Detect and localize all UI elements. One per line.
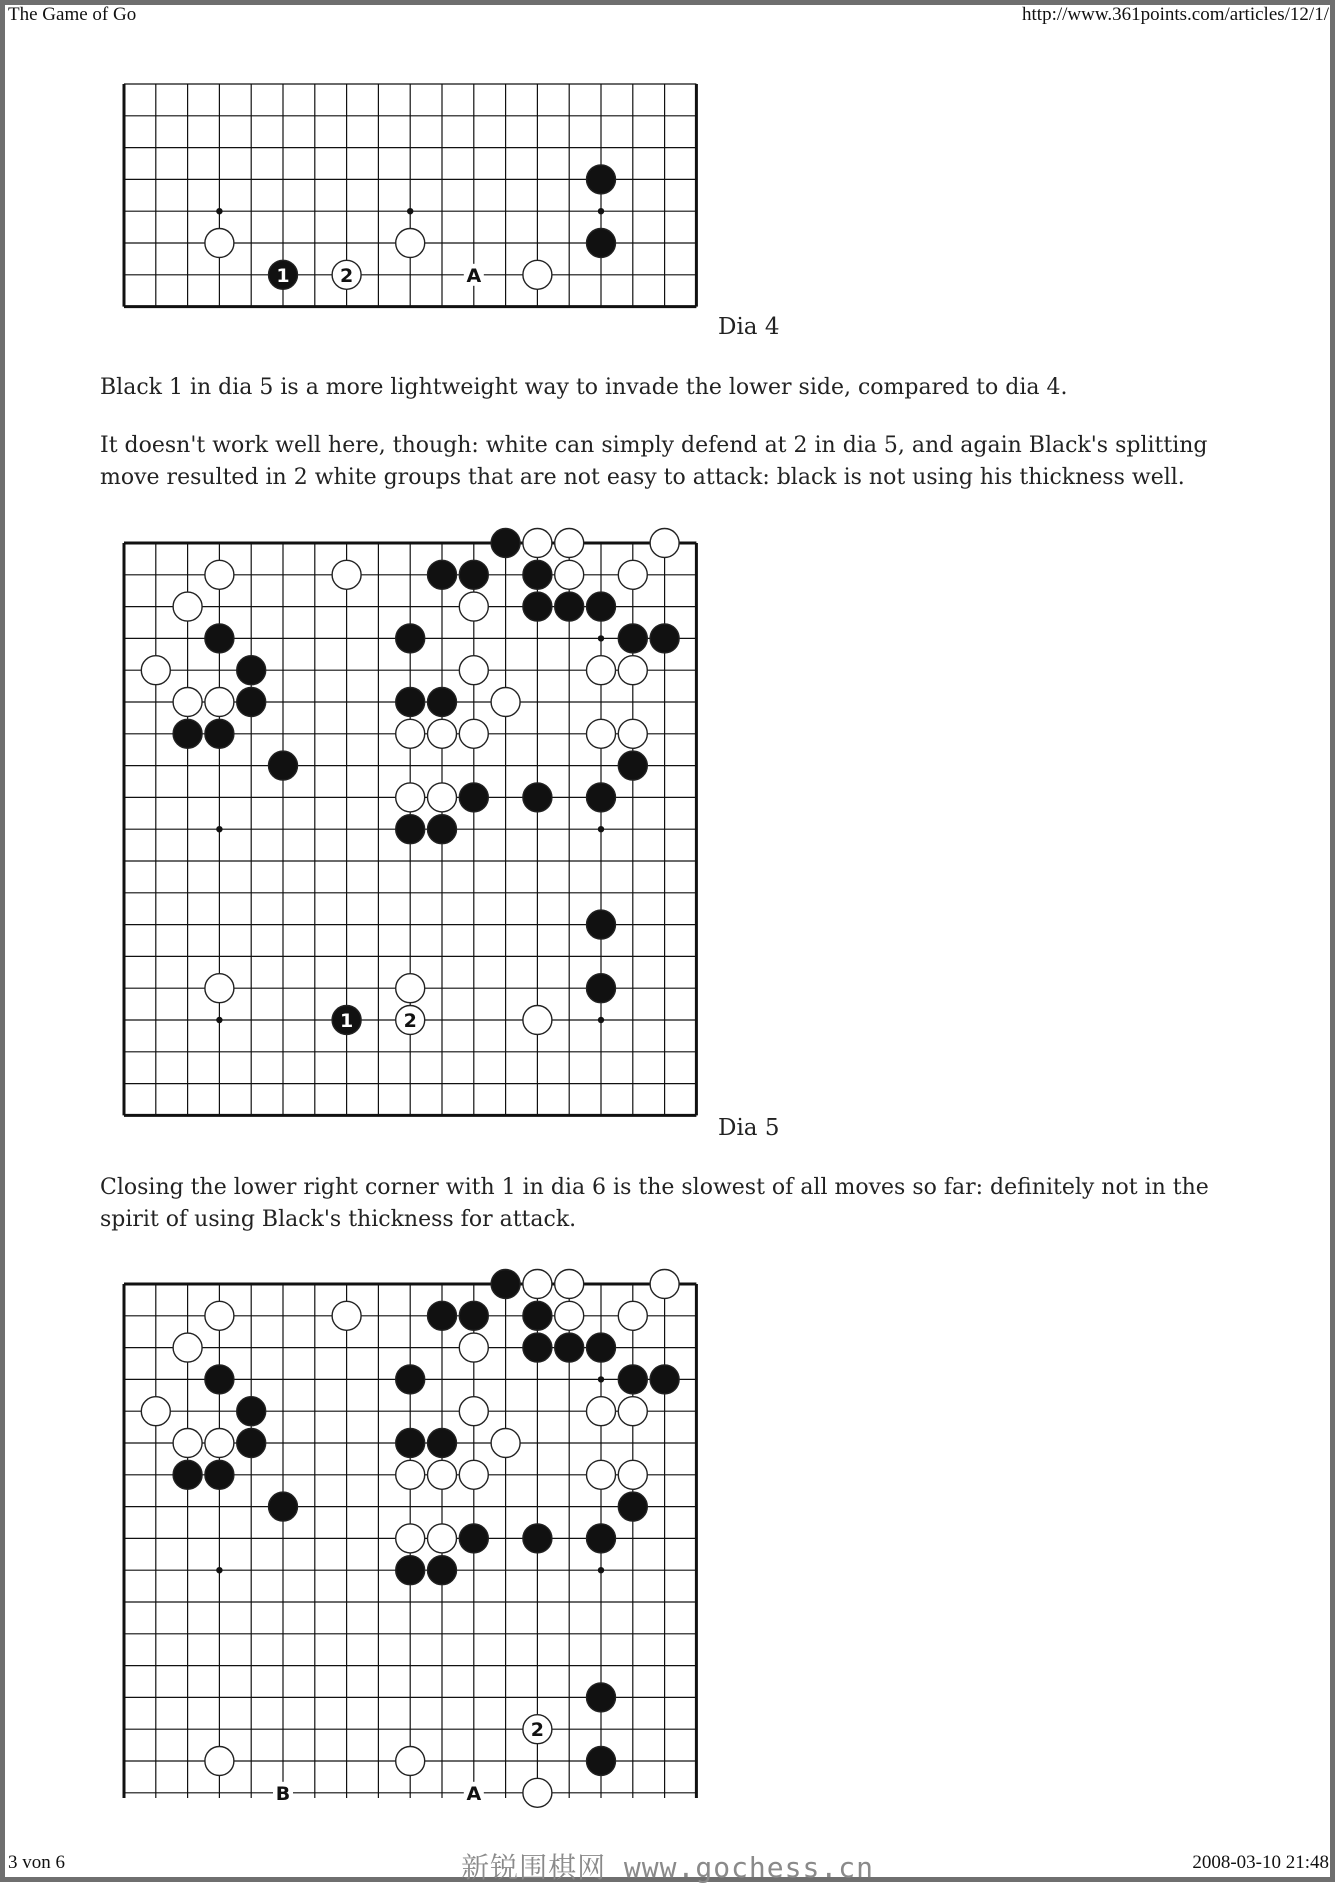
black-stone: [396, 624, 425, 653]
black-stone: [173, 1460, 202, 1489]
white-stone: [618, 1301, 647, 1330]
caption-dia5: Dia 5: [718, 1115, 780, 1141]
black-stone: [459, 1524, 488, 1553]
white-stone: [173, 1333, 202, 1362]
white-stone: [332, 1301, 361, 1330]
go-board-dia4: [118, 84, 694, 318]
black-stone: [332, 1006, 361, 1035]
white-stone: [459, 719, 488, 748]
black-stone: [523, 783, 552, 812]
black-stone: [587, 783, 616, 812]
black-stone: [587, 165, 616, 194]
black-stone: [396, 815, 425, 844]
black-stone: [428, 1429, 457, 1458]
white-stone: [173, 1429, 202, 1458]
white-stone: [587, 656, 616, 685]
stone-number: 2: [403, 1010, 417, 1032]
go-board-dia5: [118, 537, 694, 1117]
white-stone: [396, 719, 425, 748]
white-stone: [555, 560, 584, 589]
black-stone: [587, 229, 616, 258]
go-board-dia6: [118, 1278, 694, 1805]
white-stone: [555, 1301, 584, 1330]
white-stone: [396, 1524, 425, 1553]
black-stone: [428, 688, 457, 717]
white-stone: [205, 1301, 234, 1330]
white-stone: [459, 1460, 488, 1489]
white-stone: [523, 260, 552, 289]
white-stone: [396, 974, 425, 1003]
stone-number: 1: [276, 264, 290, 287]
white-stone: [428, 1524, 457, 1553]
footer-watermark: 新锐围棋网 www.gochess.cn: [461, 1851, 874, 1884]
black-stone: [491, 1270, 520, 1299]
black-stone: [491, 529, 520, 558]
point-label: [273, 1782, 293, 1805]
black-stone: [618, 751, 647, 780]
star-point: [216, 1567, 222, 1573]
white-stone: [173, 592, 202, 621]
white-stone: [205, 560, 234, 589]
black-stone: [587, 592, 616, 621]
star-point: [598, 1017, 604, 1023]
white-stone: [205, 229, 234, 258]
white-stone: [523, 1778, 552, 1807]
star-point: [598, 1567, 604, 1573]
black-stone: [650, 624, 679, 653]
white-stone: [332, 560, 361, 589]
white-stone: [523, 1006, 552, 1035]
white-stone: [618, 1460, 647, 1489]
black-stone: [269, 1492, 298, 1521]
black-stone: [237, 1397, 266, 1426]
white-stone: [618, 1397, 647, 1426]
black-stone: [428, 1301, 457, 1330]
white-stone: [428, 783, 457, 812]
star-point: [216, 208, 222, 214]
white-stone: [491, 1429, 520, 1458]
white-stone: [618, 656, 647, 685]
svg-text:A: A: [466, 264, 482, 287]
black-stone: [523, 560, 552, 589]
black-stone: [459, 1301, 488, 1330]
stone-number: 1: [339, 1010, 354, 1032]
white-stone: [459, 1333, 488, 1362]
black-stone: [459, 560, 488, 589]
white-stone: [428, 719, 457, 748]
svg-text:B: B: [275, 1782, 291, 1805]
black-stone: [618, 1365, 647, 1394]
white-stone: [141, 656, 170, 685]
star-point: [598, 208, 604, 214]
black-stone: [587, 910, 616, 939]
black-stone: [237, 688, 266, 717]
white-stone: [523, 1270, 552, 1299]
white-stone: [618, 719, 647, 748]
paragraph-2: It doesn't work well here, though: white can simply defend at 2 in dia 5, and again Black's splitting move resulted in 2 white groups that are not easy to attack: black is not using his thickness well.: [100, 433, 1208, 490]
black-stone: [459, 783, 488, 812]
black-stone: [587, 1683, 616, 1712]
white-stone: [428, 1460, 457, 1489]
black-stone: [396, 1556, 425, 1585]
black-stone: [587, 1747, 616, 1776]
black-stone: [428, 1556, 457, 1585]
white-stone: [650, 529, 679, 558]
black-stone: [428, 560, 457, 589]
black-stone: [205, 624, 234, 653]
black-stone: [650, 1365, 679, 1394]
white-stone: [173, 688, 202, 717]
star-point: [216, 1017, 222, 1023]
black-stone: [587, 1333, 616, 1362]
white-stone: [587, 1460, 616, 1489]
black-stone: [618, 624, 647, 653]
star-point: [407, 208, 413, 214]
white-stone: [205, 974, 234, 1003]
white-stone: [459, 656, 488, 685]
white-stone: [396, 1747, 425, 1776]
white-stone: [396, 1460, 425, 1489]
black-stone: [587, 1524, 616, 1553]
black-stone: [396, 688, 425, 717]
black-stone: [237, 1429, 266, 1458]
black-stone: [555, 1333, 584, 1362]
white-stone: [396, 229, 425, 258]
black-stone: [269, 751, 298, 780]
black-stone: [523, 1301, 552, 1330]
white-stone: [523, 1715, 552, 1744]
black-stone: [269, 260, 298, 289]
page-footer-page-number: 3 von 6: [8, 1852, 65, 1873]
white-stone: [332, 260, 361, 289]
black-stone: [396, 1365, 425, 1394]
white-stone: [205, 688, 234, 717]
white-stone: [650, 1270, 679, 1299]
white-stone: [587, 1397, 616, 1426]
page-header-url[interactable]: http://www.361points.com/articles/12/1/: [1022, 4, 1329, 25]
black-stone: [523, 1333, 552, 1362]
star-point: [598, 635, 604, 641]
white-stone: [459, 592, 488, 621]
white-stone: [587, 719, 616, 748]
paragraph-1: Black 1 in dia 5 is a more lightweight way to invade the lower side, compared to dia 4.: [100, 375, 1068, 400]
black-stone: [205, 719, 234, 748]
stone-number: 2: [339, 264, 354, 287]
black-stone: [205, 1365, 234, 1394]
svg-text:A: A: [466, 1782, 482, 1805]
black-stone: [555, 592, 584, 621]
black-stone: [205, 1460, 234, 1489]
white-stone: [618, 560, 647, 589]
paragraph-3: Closing the lower right corner with 1 in dia 6 is the slowest of all moves so far: definitely not in the spirit of using Black's thickness for attack.: [100, 1175, 1209, 1232]
black-stone: [428, 815, 457, 844]
board-grid: [124, 84, 696, 307]
page-header-title: The Game of Go: [8, 4, 137, 25]
black-stone: [587, 974, 616, 1003]
point-label: [464, 264, 484, 287]
black-stone: [523, 1524, 552, 1553]
black-stone: [618, 1492, 647, 1521]
stone-number: 2: [530, 1719, 545, 1742]
star-point: [598, 826, 604, 832]
black-stone: [396, 1429, 425, 1458]
black-stone: [237, 656, 266, 685]
white-stone: [205, 1429, 234, 1458]
white-stone: [459, 1397, 488, 1426]
page-footer-timestamp: 2008-03-10 21:48: [1192, 1852, 1329, 1873]
point-label: [464, 1782, 484, 1805]
black-stone: [523, 592, 552, 621]
white-stone: [555, 1270, 584, 1299]
black-stone: [173, 719, 202, 748]
star-point: [216, 826, 222, 832]
caption-dia4: Dia 4: [718, 314, 780, 340]
star-point: [598, 1376, 604, 1382]
white-stone: [491, 688, 520, 717]
white-stone: [396, 783, 425, 812]
white-stone: [396, 1006, 425, 1035]
white-stone: [141, 1397, 170, 1426]
white-stone: [523, 529, 552, 558]
white-stone: [555, 529, 584, 558]
white-stone: [205, 1747, 234, 1776]
